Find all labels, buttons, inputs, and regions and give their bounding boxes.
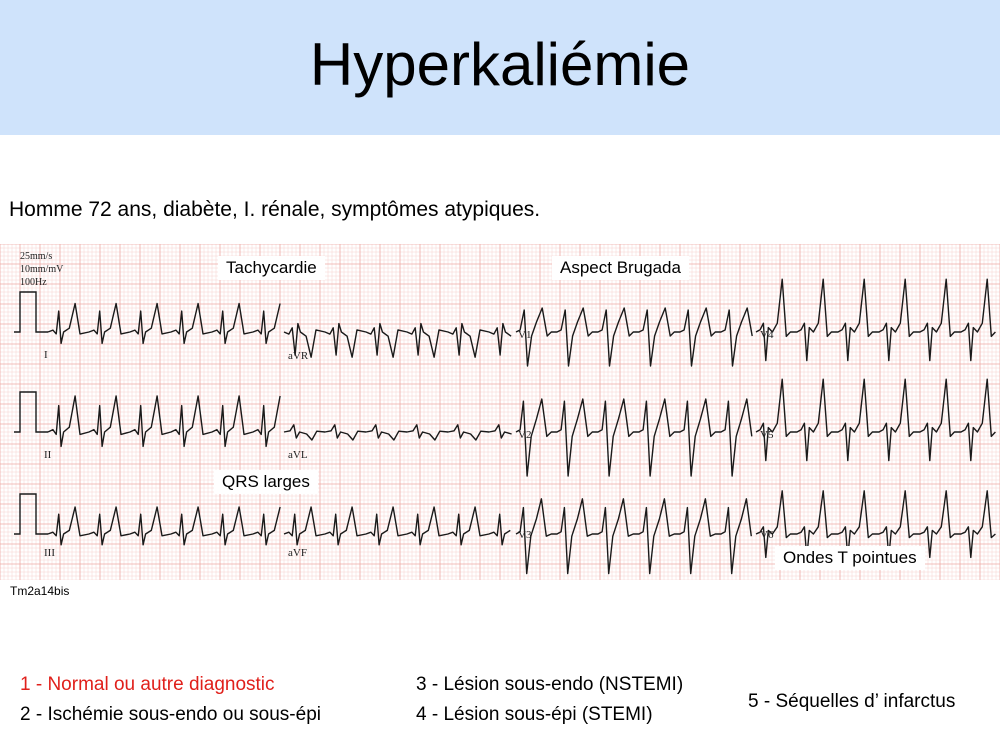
calibration-gain: 10mm/mV: [20, 264, 64, 275]
lead-label-iii: III: [44, 547, 55, 559]
lead-label-v6: V6: [760, 529, 774, 541]
annotation-brugada: Aspect Brugada: [552, 256, 689, 280]
patient-description: Homme 72 ans, diabète, I. rénale, symptômes atypiques.: [9, 198, 541, 221]
calibration-filter: 100Hz: [20, 277, 47, 288]
lead-label-i: I: [44, 349, 48, 361]
slide-title: Hyperkaliémie: [309, 31, 691, 98]
lead-label-avf: aVF: [288, 547, 307, 559]
lead-label-v5: V5: [760, 429, 774, 441]
lead-label-v4: V4: [760, 329, 774, 341]
calibration-pulses: [14, 292, 48, 534]
lead-label-ii: II: [44, 449, 52, 461]
annotation-tachycardie: Tachycardie: [218, 256, 325, 280]
lead-label-avr: aVR: [288, 350, 309, 362]
answer-option-1[interactable]: 1 - Normal ou autre diagnostic: [20, 674, 275, 695]
ecg-grid: [0, 244, 1000, 580]
lead-label-v1: V1: [518, 329, 532, 341]
answer-option-2[interactable]: 2 - Ischémie sous-endo ou sous-épi: [20, 704, 321, 725]
trace-lead-v2: [516, 399, 752, 476]
lead-label-v3: V3: [518, 529, 532, 541]
annotation-ondes-t: Ondes T pointues: [775, 546, 925, 570]
case-reference: Tm2a14bis: [10, 584, 70, 598]
lead-label-avl: aVL: [288, 449, 308, 461]
answer-option-4[interactable]: 4 - Lésion sous-épi (STEMI): [416, 704, 653, 725]
trace-lead-avf: [284, 507, 510, 545]
answer-option-3[interactable]: 3 - Lésion sous-endo (NSTEMI): [416, 674, 684, 695]
ecg-tracing: [0, 244, 1000, 580]
calibration-speed: 25mm/s: [20, 251, 53, 262]
annotation-qrs-larges: QRS larges: [214, 470, 318, 494]
answer-option-5[interactable]: 5 - Séquelles d’ infarctus: [748, 691, 956, 712]
trace-lead-v1: [516, 308, 752, 366]
lead-label-v2: V2: [518, 429, 532, 441]
trace-lead-avl: [284, 425, 512, 440]
